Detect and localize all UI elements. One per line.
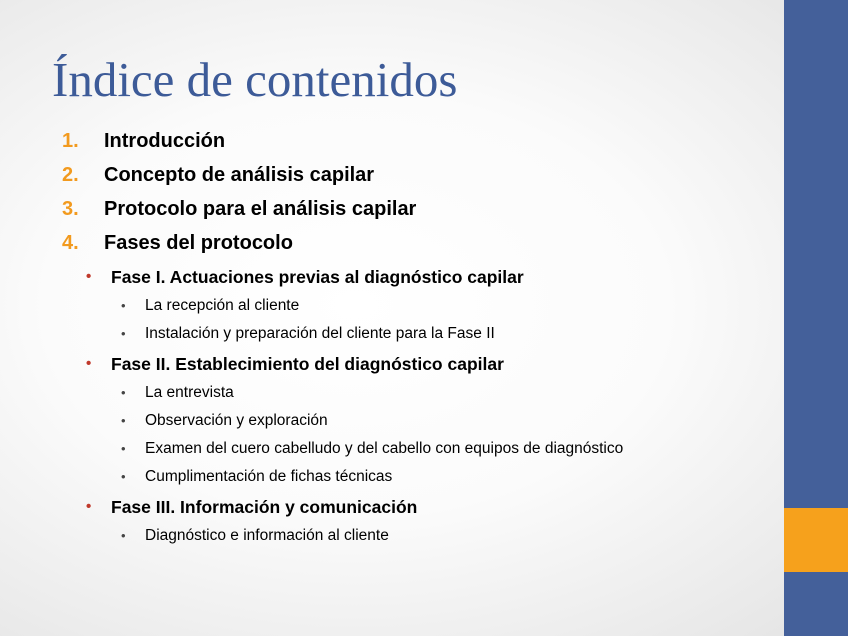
sub-item-text: Cumplimentación de fichas técnicas bbox=[145, 468, 393, 485]
sub-item-text: Diagnóstico e información al cliente bbox=[145, 527, 389, 544]
sidebar-accent-block bbox=[784, 508, 848, 572]
sub-item-text: La entrevista bbox=[145, 384, 234, 401]
item-number: 3. bbox=[62, 198, 79, 220]
sub-item-text: Examen del cuero cabelludo y del cabello con equipos de diagnóstico bbox=[145, 440, 624, 457]
bullet-icon: • bbox=[121, 441, 126, 456]
bullet-icon: • bbox=[121, 528, 126, 543]
item-number: 2. bbox=[62, 164, 79, 186]
item-number: 4. bbox=[62, 232, 79, 254]
sub-item-text: Instalación y preparación del cliente para la Fase II bbox=[145, 325, 495, 342]
item-number: 1. bbox=[62, 130, 79, 152]
bullet-icon: • bbox=[121, 413, 126, 428]
bullet-icon: • bbox=[86, 498, 92, 515]
bullet-icon: • bbox=[86, 355, 92, 372]
item-text: Introducción bbox=[104, 130, 226, 152]
bullet-icon: • bbox=[121, 385, 126, 400]
slide-title: Índice de contenidos bbox=[52, 52, 458, 107]
sub-item-text: La recepción al cliente bbox=[145, 297, 300, 314]
phase-text: Fase I. Actuaciones previas al diagnóstico capilar bbox=[111, 267, 524, 287]
phase-text: Fase III. Información y comunicación bbox=[111, 497, 418, 517]
bullet-icon: • bbox=[86, 268, 92, 285]
item-text: Concepto de análisis capilar bbox=[104, 164, 375, 186]
item-text: Fases del protocolo bbox=[104, 232, 293, 254]
bullet-icon: • bbox=[121, 326, 126, 341]
bullet-icon: • bbox=[121, 469, 126, 484]
bullet-icon: • bbox=[121, 298, 126, 313]
sub-item-text: Observación y exploración bbox=[145, 412, 328, 429]
item-text: Protocolo para el análisis capilar bbox=[104, 198, 417, 220]
phase-text: Fase II. Establecimiento del diagnóstico capilar bbox=[111, 354, 504, 374]
